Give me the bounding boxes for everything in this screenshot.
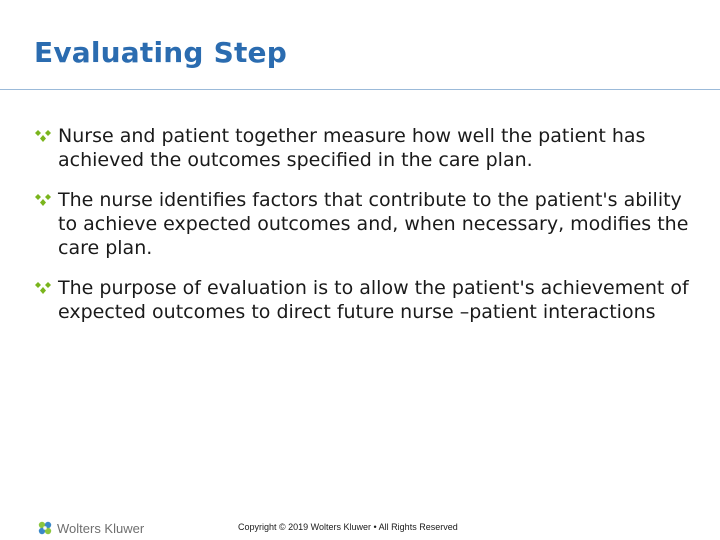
- diamond-bullet-icon: [34, 129, 52, 143]
- bullet-item: [34, 124, 704, 172]
- copyright-notice: Copyright © 2019 Wolters Kluwer • All Rights Reserved: [238, 522, 458, 532]
- bullet-item: [34, 188, 704, 260]
- title-divider: [0, 89, 720, 90]
- bullet-text: Nurse and patient together measure how well the patient has achieved the outcomes specified in the care plan.: [58, 125, 646, 171]
- diamond-bullet-icon: [34, 281, 52, 295]
- bullet-list: [34, 124, 704, 340]
- bullet-text: The purpose of evaluation is to allow the patient's achievement of expected outcomes to direct future nurse –patient interactions: [58, 277, 689, 323]
- bullet-text: The nurse identifies factors that contribute to the patient's ability to achieve expected outcomes and, when necessary, modifies the care plan.: [58, 189, 689, 259]
- diamond-bullet-icon: [34, 193, 52, 207]
- slide-title: Evaluating Step: [34, 36, 287, 69]
- wolters-kluwer-logo: [36, 518, 144, 538]
- logo-text: Wolters Kluwer: [57, 520, 145, 536]
- bullet-item: [34, 276, 704, 324]
- logo-mark-icon: [36, 519, 54, 537]
